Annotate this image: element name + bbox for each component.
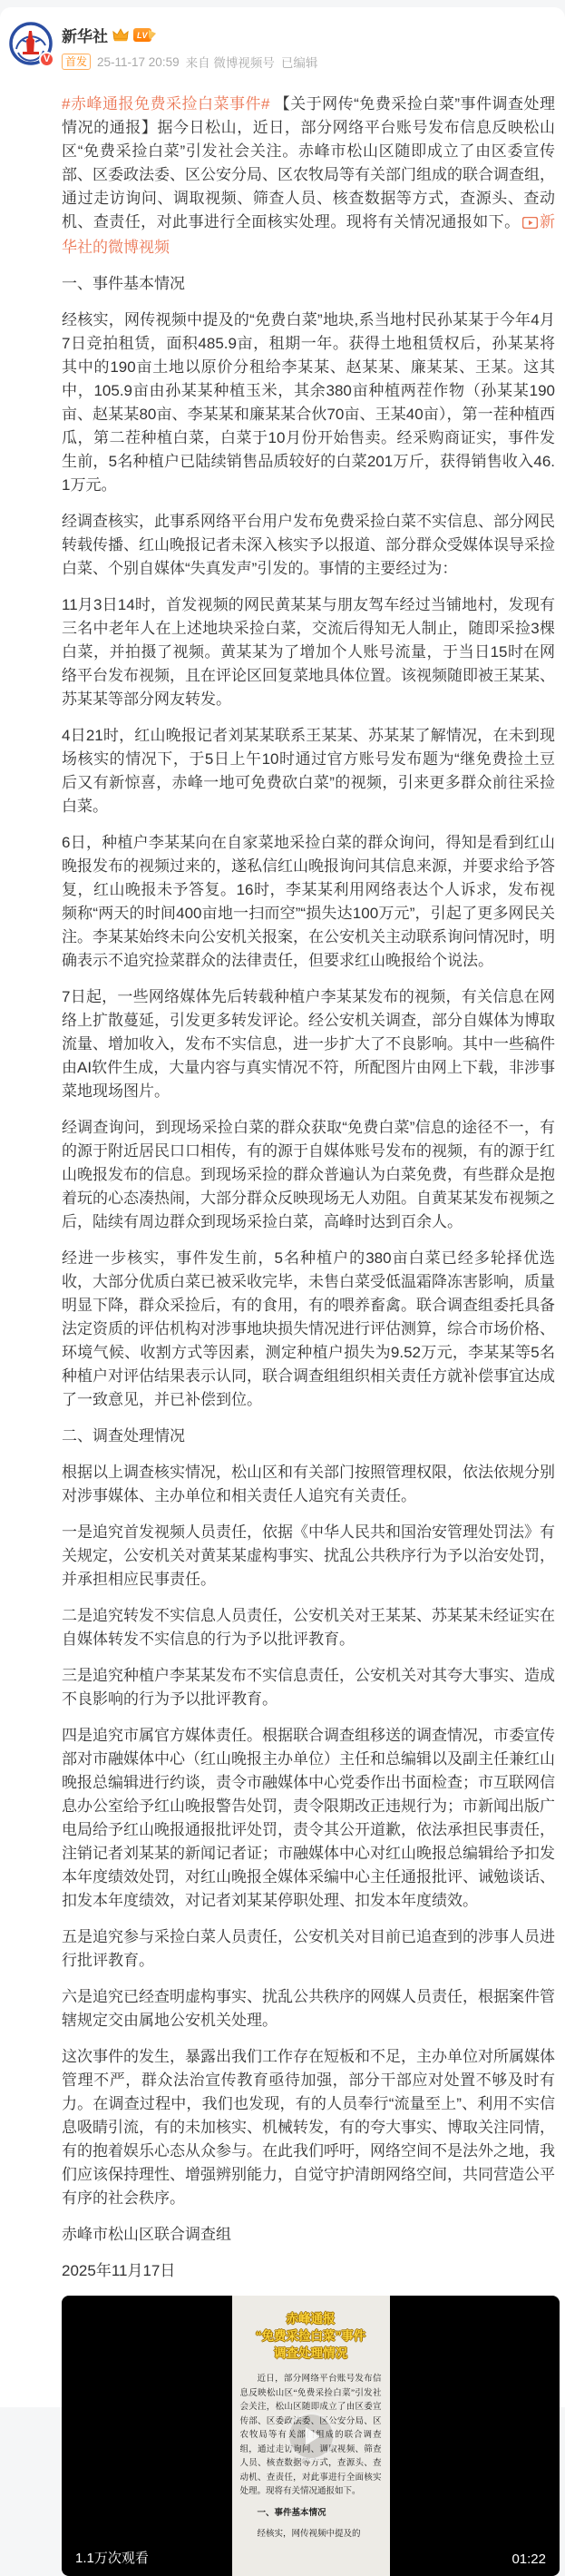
doc-section-heading: 一、事件基本情况 <box>257 2508 326 2518</box>
body-paragraph: 五是追究参与采捡白菜人员责任，公安机关对目前已追查到的涉事人员进行批评教育。 <box>62 1928 555 1969</box>
lead-paragraph <box>62 93 555 260</box>
body-paragraph: 一是追究首发视频人员责任，依据《中华人民共和国治安管理处罚法》有关规定，公安机关对黄某某虚构事实、扰乱公共秩序行为予以治安处罚，并承担相应民事责任。 <box>62 1523 555 1588</box>
section-heading: 一、事件基本情况 <box>62 275 185 292</box>
play-button[interactable] <box>287 2412 336 2461</box>
signature-line: 赤峰市松山区联合调查组 <box>62 2226 231 2243</box>
post-source-link[interactable]: 来自 微博视频号 <box>185 56 275 70</box>
body-paragraph: 这次事件的发生，暴露出我们工作存在短板和不足，主办单位对所属媒体管理不严，群众法治宣传教育亟待加强，部分干部应对处置不够及时有力。在调查过程中，我们也发现，有的人员奉行“流量至上”、利用不实信息吸睛引流，有的未加核实、机械转发，有的夸大事实、博取关注同情，有的抱着娱乐心态从众参与。在此我们呼吁，网络空间不是法外之地，我们应该保持理性、增强辨别能力，自觉守护清朗网络空间，共同营造公平有序的社会秩序。 <box>62 2048 555 2207</box>
verified-badge-icon: V <box>39 52 54 67</box>
doc-title-line: 调查处理情况 <box>274 2346 347 2360</box>
post-header <box>0 7 565 71</box>
body-paragraph: 7日起，一些网络媒体先后转载种植户李某某发布的视频，有关信息在网络上扩散蔓延，引发更多转发评论。经公安机关调查，部分自媒体为博取流量、增加收入，发布不实信息，进一步扩大了不良影响。其中一些稿件由AI软件生成，大量内容与真实情况不符，所配图片由网上下载，非涉事菜地现场图片。 <box>62 988 555 1100</box>
weibo-post-card <box>0 7 565 2567</box>
section-heading: 二、调查处理情况 <box>62 1427 185 1445</box>
doc-title-line: 赤峰通报 <box>286 2312 336 2326</box>
body-paragraph: 二是追究转发不实信息人员责任，公安机关对王某某、苏某某未经证实在自媒体转发不实信息的行为予以批评教育。 <box>62 1607 555 1648</box>
doc-title-line: “免费采捡白菜”事件 <box>255 2329 366 2343</box>
hashtag-link[interactable]: #赤峰通报免费采捡白菜事件# <box>62 95 270 113</box>
avatar[interactable] <box>9 22 53 65</box>
doc-body-text: 近日，部分网络平台账号发布信息反映松山区“免费采捡白菜”引发社会关注，松山区随即成立了由区委宣传部、区委政法委、区公安分局、区农牧局等有关部门组成的联合调查组，通过走访询问、调取视频、筛查人员、核查数据等方式，查源头、查动机、查责任，对此事进行全面核实处理。现将有关情况通报如下。 <box>239 2375 382 2496</box>
body-paragraph: 4日21时，红山晚报记者刘某某联系王某某、苏某某了解情况，在未到现场核实的情况下，于5日上午10时通过官方账号发布题为“继免费捡土豆后又有新惊喜，赤峰一地可免费砍白菜”的视频，引来更多群众前往采捡白菜。 <box>62 727 555 815</box>
body-paragraph: 四是追究市属官方媒体责任。根据联合调查组移送的调查情况，市委宣传部对市融媒体中心（红山晚报主办单位）主任和总编辑以及副主任兼红山晚报总编辑进行约谈，责令市融媒体中心党委作出书面检查；市互联网信息办公室给予红山晚报警告处罚，责令限期改正违规行为；市新闻出版广电局给予红山晚报通报批评处罚，责令其公开道歉，依法承担民事责任，注销记者刘某某的新闻记者证；市融媒体中心对红山晚报总编辑给予扣发本年度绩效处罚，对红山晚报全媒体采编中心主任通报批评、诫勉谈话、扣发本年度绩效，对记者刘某某停职处理、扣发本年度绩效。 <box>62 1727 555 1909</box>
body-paragraph: 11月3日14时，首发视频的网民黄某某与朋友驾车经过当铺地村，发现有三名中老年人在上述地块采捡白菜，交流后得知无人制止，随即采捡3棵白菜，并拍摄了视频。黄某某为了增加个人账号流量，于当日15时在网络平台发布视频，且在评论区回复菜地具体位置。该视频随即被王某某、苏某某等部分网友转发。 <box>62 596 555 708</box>
video-player[interactable] <box>62 2296 560 2576</box>
date-line: 2025年11月17日 <box>62 2262 176 2279</box>
lead-text: 【关于网传“免费采捡白菜”事件调查处理情况的通报】据今日松山，近日，部分网络平台账号发布信息反映松山区“免费采捡白菜”引发社会关注。赤峰市松山区随即成立了由区委宣传部、区委政法委、区公安分局、区农牧局等有关部门组成的联合调查组，通过走访询问、调取视频、筛查人员、核查数据等方式，查源头、查动机、查责任，对此事进行全面核实处理。现将有关情况通报如下。 <box>62 95 555 230</box>
video-link[interactable]: 新华社的微博视频 <box>62 213 556 256</box>
play-icon <box>306 2427 320 2445</box>
post-content <box>0 71 565 2283</box>
body-paragraph: 六是追究已经查明虚构事实、扰乱公共秩序的网媒人员责任，根据案件管辖规定交由属地公安机关处理。 <box>62 1988 555 2029</box>
edited-label: 已编辑 <box>280 56 318 70</box>
video-duration: 01:22 <box>511 2552 546 2567</box>
body-paragraph: 6日，种植户李某某向在自家菜地采捡白菜的群众询问，得知是看到红山晚报发布的视频过来的，遂私信红山晚报询问其信息来源，并要求给予答复，红山晚报未予答复。16时，李某某利用网络表达个人诉求，发布视频称“两天的时间400亩地一扫而空”“损失达100万元”，引起了更多网民关注。李某某始终未向公安机关报案，在公安机关主动联系询问情况时，明确表示不追究捡菜群众的法律责任，但要求红山晚报给个说法。 <box>62 834 555 969</box>
timestamp: 25-11-17 20:59 <box>97 54 180 69</box>
body-paragraph: 三是追究种植户李某某发布不实信息责任，公安机关对其夸大事实、造成不良影响的行为予以批评教育。 <box>62 1667 555 1708</box>
video-camera-icon <box>522 212 538 236</box>
crown-icon <box>112 28 129 42</box>
doc-last-line: 经核实，网传视频中提及的 <box>257 2530 361 2539</box>
video-view-count: 1.1万次观看 <box>75 2551 149 2566</box>
body-paragraph: 经调查询问，到现场采捡白菜的群众获取“免费白菜”信息的途径不一，有的源于附近居民口口相传，有的源于自媒体账号发布的视频，有的源于红山晚报发布的信息。到现场采捡的群众普遍认为白菜免费，有些群众是抱着玩的心态凑热闹，大部分群众反映现场无人劝阻。自黄某某发布视频之后，陆续有周边群众到现场采捡白菜，高峰时达到百余人。 <box>62 1119 555 1230</box>
body-paragraph: 根据以上调查核实情况，松山区和有关部门按照管理权限，依法依规分别对涉事媒体、主办单位和相关责任人追究有关责任。 <box>62 1464 555 1504</box>
body-paragraph: 经调查核实，此事系网络平台用户发布免费采捡白菜不实信息、部分网民转载传播、红山晚报记者未深入核实予以报道、部分群众受媒体误导采捡白菜、个别自媒体“失真发声”引发的。事情的主要经过为： <box>62 513 555 577</box>
author-name[interactable]: 新华社 <box>62 28 108 45</box>
origin-badge: 首发 <box>62 54 91 70</box>
body-paragraph: 经进一步核实，事件发生前，5名种植户的380亩白菜已经多轮择优选收，大部分优质白菜已被采收完毕，未售白菜受低温霜降冻害影响，质量明显下降，群众采捡后，有的食用，有的喂养畜禽。联合调查组委托具备法定资质的评估机构对涉事地块损失情况进行评估测算，综合市场价格、环境气候、收割方式等因素，测定种植户损失为9.52万元，李某某等5名种植户对评估结果表示认同，联合调查组组织相关责任方就补偿事宜达成了一致意见，并已补偿到位。 <box>62 1249 555 1408</box>
vip-level-icon: LV <box>133 28 151 42</box>
body-paragraph: 经核实，网传视频中提及的“免费白菜”地块,系当地村民孙某某于今年4月7日竞拍租赁，面积485.9亩，租期一年。获得土地租赁权后，孙某某将其中的190亩土地以原价分租给李某某、赵某某、廉某某、王某。这其中，105.9亩由孙某某种植玉米，其余380亩种植两茬作物（孙某某190亩、赵某某80亩、李某某和廉某某合伙70亩、王某40亩），第一茬种植西瓜，第二茬种植白菜，白菜于10月份开始售卖。经采购商证实，事件发生前，5名种植户已陆续销售品质较好的白菜201万斤，获得销售收入46.1万元。 <box>62 311 555 494</box>
